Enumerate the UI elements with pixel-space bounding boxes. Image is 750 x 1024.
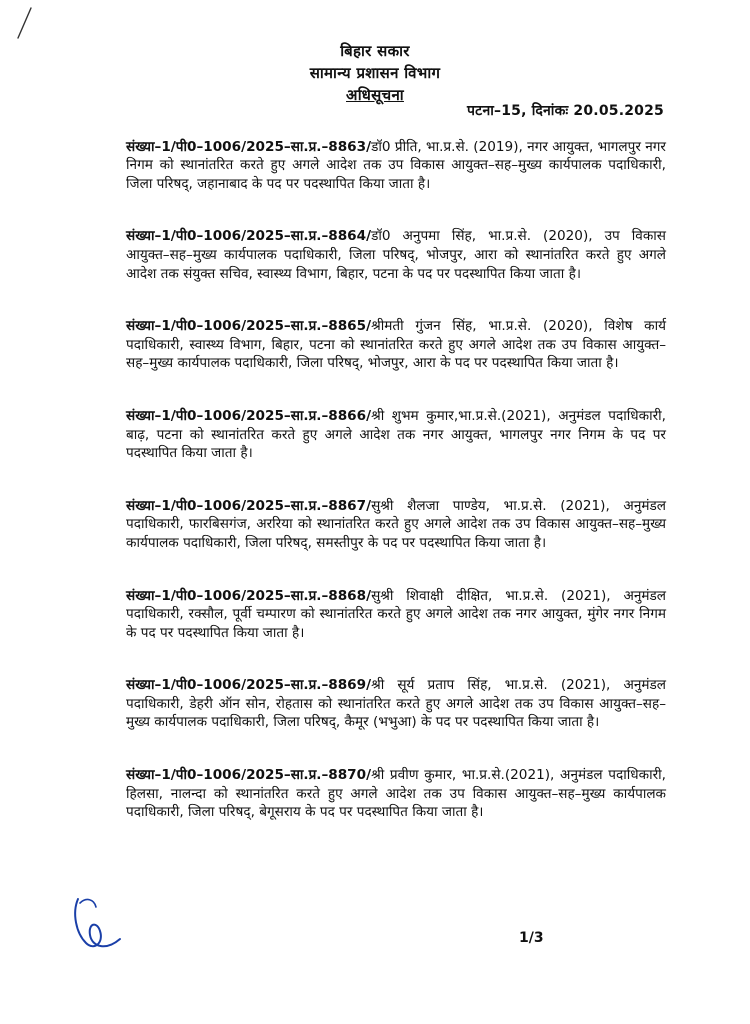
entry-text: श्री शुभम कुमार,भा.प्र.से.(2021), अनुमंडल पदाधिकारी, बाढ़, पटना को स्थानांतरित करते हुए अगले आदेश तक नगर आयुक्त, भागलपुर नगर निगम के पद पर पदस्थापित किया जाता है। xyxy=(126,407,666,462)
entry-text: श्री सूर्य प्रताप सिंह, भा.प्र.से. (2021), अनुमंडल पदाधिकारी, डेहरी ऑन सोन, रोहतास को स्थानांतरित करते हुए अगले आदेश तक उप विकास आयुक्त–सह–मुख्य कार्यपालक पदाधिकारी, जिला परिषद्, कैमूर (भभुआ) के पद पर पदस्थापित किया जाता है। xyxy=(126,677,666,731)
notification-entry xyxy=(126,317,666,373)
document-header xyxy=(0,40,750,106)
entry-text: सुश्री शिवाक्षी दीक्षित, भा.प्र.से. (2021), अनुमंडल पदाधिकारी, रक्सौल, पूर्वी चम्पारण को स्थानांतरित करते हुए अगले आदेश तक नगर आयुक्त, मुंगेर नगर निगम के पद पर पदस्थापित किया जाता है। xyxy=(126,587,666,641)
page-number: 1/3 xyxy=(519,930,544,946)
notification-entry xyxy=(126,766,666,822)
notification-entry xyxy=(126,676,666,732)
entry-text: श्री प्रवीण कुमार, भा.प्र.से.(2021), अनुमंडल पदाधिकारी, हिलसा, नालन्दा को स्थानांतरित करते हुए अगले आदेश तक उप विकास आयुक्त–सह–मुख्य कार्यपालक पदाधिकारी, जिला परिषद्, बेगूसराय के पद पर पदस्थापित किया जाता है। xyxy=(126,767,666,821)
notification-title: अधिसूचना xyxy=(346,86,404,104)
place-and-date: पटना–15, दिनांकः 20.05.2025 xyxy=(467,103,664,119)
reference-number: संख्या–1/पी0–1006/2025–सा.प्र.–8866/ xyxy=(126,407,372,424)
notification-entry xyxy=(126,407,666,463)
reference-number: संख्या–1/पी0–1006/2025–सा.प्र.–8863/ xyxy=(126,138,372,155)
government-name: बिहार सकार xyxy=(340,42,410,60)
notification-entry xyxy=(126,138,666,194)
reference-number: संख्या–1/पी0–1006/2025–सा.प्र.–8868/ xyxy=(126,587,372,604)
pen-stroke-mark xyxy=(14,6,34,42)
entry-text: डॉ0 अनुपमा सिंह, भा.प्र.से. (2020), उप विकास आयुक्त–सह–मुख्य कार्यपालक पदाधिकारी, जिला परिषद्, भोजपुर, आरा को स्थानांतरित करते हुए अगले आदेश तक संयुक्त सचिव, स्वास्थ्य विभाग, बिहार, पटना के पद पर पदस्थापित किया जाता है। xyxy=(126,228,666,282)
handwritten-signature xyxy=(70,893,126,955)
notification-entry xyxy=(126,587,666,643)
entry-text: डॉ0 प्रीति, भा.प्र.से. (2019), नगर आयुक्त, भागलपुर नगर निगम को स्थानांतरित करते हुए अगले आदेश तक उप विकास आयुक्त–सह–मुख्य कार्यपालक पदाधिकारी, जिला परिषद्, जहानाबाद के पद पर पदस्थापित किया जाता है। xyxy=(126,138,666,192)
reference-number: संख्या–1/पी0–1006/2025–सा.प्र.–8867/ xyxy=(126,497,372,514)
notification-body xyxy=(126,124,666,856)
reference-number: संख्या–1/पी0–1006/2025–सा.प्र.–8869/ xyxy=(126,677,372,694)
department-name: सामान्य प्रशासन विभाग xyxy=(309,64,441,82)
notification-entry xyxy=(126,497,666,553)
reference-number: संख्या–1/पी0–1006/2025–सा.प्र.–8864/ xyxy=(126,228,372,245)
reference-number: संख्या–1/पी0–1006/2025–सा.प्र.–8865/ xyxy=(126,318,372,335)
notification-entry xyxy=(126,227,666,283)
entry-text: सुश्री शैलजा पाण्डेय, भा.प्र.से. (2021), अनुमंडल पदाधिकारी, फारबिसगंज, अररिया को स्थानांतरित करते हुए अगले आदेश तक उप विकास आयुक्त–सह–मुख्य कार्यपालक पदाधिकारी, जिला परिषद्, समस्तीपुर के पद पर पदस्थापित किया जाता है। xyxy=(126,497,666,551)
entry-text: श्रीमती गुंजन सिंह, भा.प्र.से. (2020), विशेष कार्य पदाधिकारी, स्वास्थ्य विभाग, बिहार, पटना को स्थानांतरित करते हुए अगले आदेश तक उप विकास आयुक्त–सह–मुख्य कार्यपालक पदाधिकारी, जिला परिषद्, भोजपुर, आरा के पद पर पदस्थापित किया जाता है। xyxy=(126,318,666,372)
reference-number: संख्या–1/पी0–1006/2025–सा.प्र.–8870/ xyxy=(126,767,372,784)
